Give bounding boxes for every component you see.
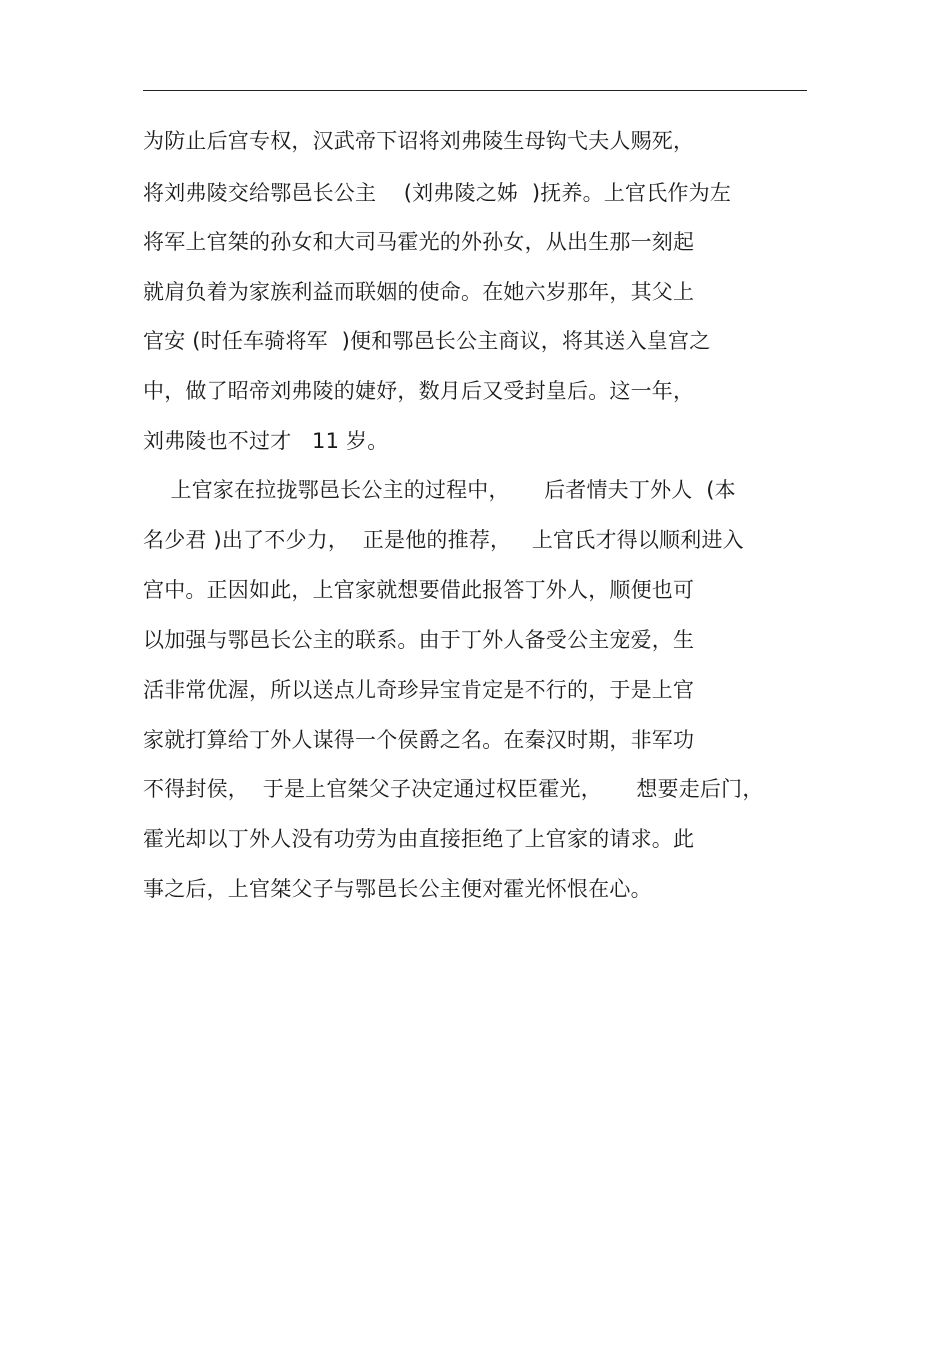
text-line: 家就打算给丁外人谋得一个侯爵之名。在秦汉时期，非军功 [143,728,695,752]
text-line: 中，做了昭帝刘弗陵的婕妤，数月后又受封皇后。这一年， [143,379,695,403]
text-line: 以加强与鄂邑长公主的联系。由于丁外人备受公主宠爱，生 [143,628,695,652]
text-line: 事之后，上官桀父子与鄂邑长公主便对霍光怀恨在心。 [143,877,652,901]
text-line: 官安 (时任车骑将军 )便和鄂邑长公主商议，将其送入皇宫之 [143,329,711,353]
header-rule [143,90,807,91]
text-line: 宫中。正因如此，上官家就想要借此报答丁外人，顺便也可 [143,578,695,602]
text-line: 将刘弗陵交给鄂邑长公主 (刘弗陵之姊 )抚养。上官氏作为左 [143,181,732,205]
text-line: 活非常优渥，所以送点儿奇珍异宝肯定是不行的，于是上官 [143,678,695,702]
text-line: 霍光却以丁外人没有功劳为由直接拒绝了上官家的请求。此 [143,827,695,851]
text-line: 上官家在拉拢鄂邑长公主的过程中， 后者情夫丁外人 (本 [143,478,736,502]
text-line: 就肩负着为家族利益而联姻的使命。在她六岁那年，其父上 [143,280,695,304]
text-line: 不得封侯， 于是上官桀父子决定通过权臣霍光， 想要走后门， [143,777,764,801]
text-line: 刘弗陵也不过才 11 岁。 [143,429,389,453]
text-line: 名少君 )出了不少力， 正是他的推荐， 上官氏才得以顺利进入 [143,528,744,552]
text-line: 将军上官桀的孙女和大司马霍光的外孙女，从出生那一刻起 [143,230,695,254]
text-line: 为防止后宫专权，汉武帝下诏将刘弗陵生母钩弋夫人赐死， [143,129,695,153]
